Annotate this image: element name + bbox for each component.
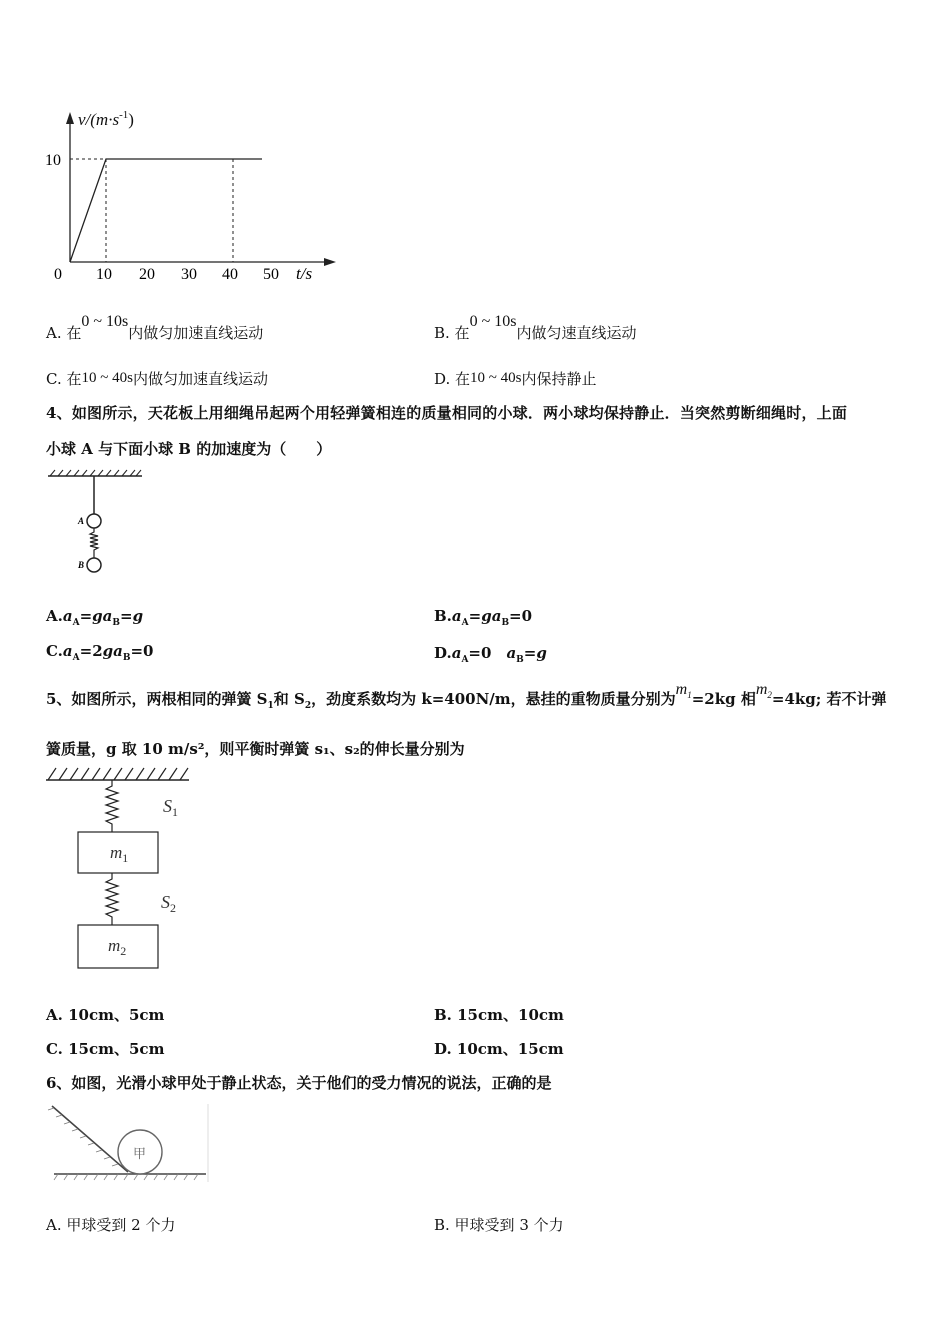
q5-option-d[interactable]: D. 10cm、15cm: [434, 1040, 564, 1058]
label-m2: $m_2$: [108, 936, 127, 958]
vt-graph: [40, 100, 340, 290]
q6-option-b[interactable]: B. 甲球受到 3 个力: [434, 1216, 564, 1234]
two-springs-figure: [44, 762, 204, 974]
x-tick: 40: [222, 266, 238, 283]
label-m1: $m_1$: [110, 843, 129, 865]
ground-hatching: [54, 1174, 198, 1180]
q4-option-d[interactable]: $D.a_A=0$ $a_B=g$: [434, 644, 547, 665]
q5-option-c[interactable]: C. 15cm、5cm: [46, 1040, 165, 1058]
q6-option-a[interactable]: A. 甲球受到 2 个力: [46, 1216, 176, 1234]
label-b: B: [78, 560, 85, 570]
x-tick: 30: [181, 266, 197, 283]
spring-s1: [106, 780, 118, 832]
q5-option-a[interactable]: A. 10cm、5cm: [46, 1006, 165, 1024]
x-axis-arrow: [324, 258, 336, 266]
y-axis-arrow: [66, 112, 74, 124]
label-s2: $S_2$: [161, 892, 176, 915]
ball-label: 甲: [133, 1146, 147, 1161]
spring-s2: [106, 873, 118, 925]
q4-option-c[interactable]: $C.a_A=2ga_B=0$: [46, 642, 154, 663]
q4-option-b[interactable]: $B.a_A=ga_B=0$: [434, 607, 533, 628]
q3-option-d[interactable]: D. 在10 ~ 40s内保持静止: [434, 370, 597, 388]
q5-option-b[interactable]: B. 15cm、10cm: [434, 1006, 564, 1024]
q5-stem-line2: 簧质量，g 取 10 m/s²，则平衡时弹簧 s₁、s₂的伸长量分别为: [46, 740, 465, 758]
x-tick: 10: [96, 266, 112, 283]
x-tick: 20: [139, 266, 155, 283]
q3-option-b[interactable]: B. 在0 ~ 10s内做匀速直线运动: [434, 313, 637, 342]
q4-stem-line1: 4、如图所示，天花板上用细绳吊起两个用轻弹簧相连的质量相同的小球．两小球均保持静止．当突然剪断细绳时，上面: [46, 404, 848, 422]
label-s1: $S_1$: [163, 796, 178, 819]
ball-incline-figure: [44, 1100, 214, 1186]
q5-stem-line1: 5、如图所示，两根相同的弹簧 $S_1$和 $S_2$，劲度系数均为 k=400N/m，悬挂的重物质量分别为$m_1=2kg$ 相$m_2=4kg$; 若不计弹: [46, 681, 887, 711]
ball-a: [87, 514, 101, 528]
ball-b: [87, 558, 101, 572]
q4-option-a[interactable]: $A.a_A=ga_B=g$: [46, 607, 144, 628]
spring-balls-figure: [46, 468, 146, 578]
x-tick: 50: [263, 266, 279, 283]
incline-plane: [52, 1106, 128, 1172]
ceiling-hatching: [48, 768, 188, 780]
q3-option-c[interactable]: C. 在10 ~ 40s内做匀加速直线运动: [46, 370, 268, 388]
y-axis-label: $v/(m\cdot s^{-1})$: [78, 109, 134, 129]
q4-stem-line2: 小球 A 与下面小球 B 的加速度为（ ）: [46, 440, 332, 458]
ceiling-hatching: [50, 470, 141, 476]
y-tick-10: 10: [45, 152, 61, 169]
label-a: A: [78, 516, 85, 526]
q6-stem: 6、如图，光滑小球甲处于静止状态，关于他们的受力情况的说法，正确的是: [46, 1074, 552, 1092]
spring: [90, 528, 98, 558]
q3-option-a[interactable]: A. 在0 ~ 10s内做匀加速直线运动: [46, 313, 264, 342]
incline-hatching: [48, 1108, 118, 1166]
velocity-line: [70, 159, 262, 262]
x-axis-label: t/s: [296, 264, 313, 283]
origin-label: 0: [54, 266, 62, 283]
